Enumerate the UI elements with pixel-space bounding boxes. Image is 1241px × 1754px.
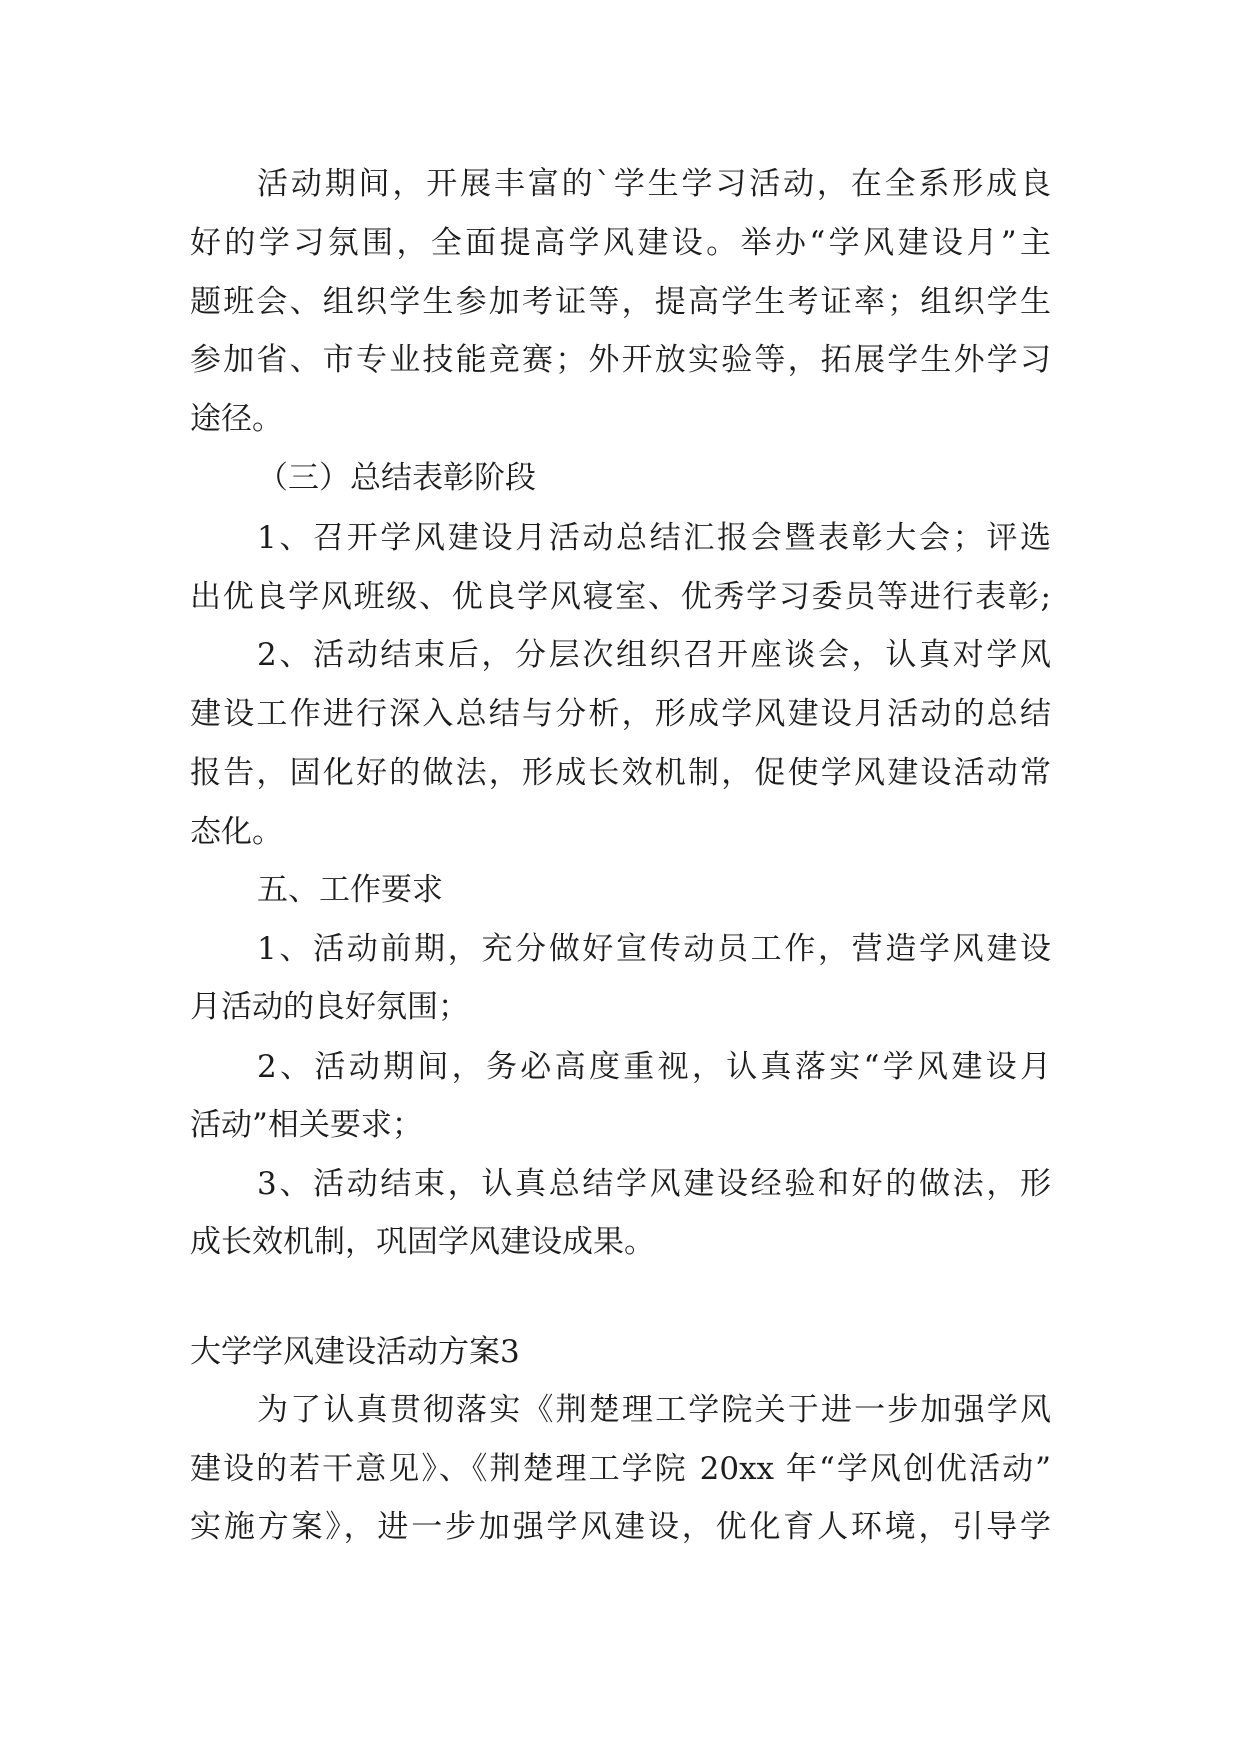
paragraph-line: 活动期间，开展丰富的`学生学习活动，在全系形成良 xyxy=(257,166,1051,202)
paragraph-line: 月活动的良好氛围； xyxy=(190,989,469,1025)
section-heading: （三）总结表彰阶段 xyxy=(257,460,536,496)
paragraph-line: 成长效机制，巩固学风建设成果。 xyxy=(190,1224,655,1260)
paragraph-line: 活动”相关要求； xyxy=(190,1107,423,1143)
paragraph-line: 为了认真贯彻落实《荆楚理工学院关于进一步加强学风 xyxy=(257,1392,1051,1428)
paragraph-line: 1、召开学风建设月活动总结汇报会暨表彰大会；评选 xyxy=(257,520,1051,556)
document-title: 大学学风建设活动方案3 xyxy=(190,1334,520,1370)
paragraph-line: 好的学习氛围，全面提高学风建设。举办“学风建设月”主 xyxy=(190,225,1051,261)
paragraph-line: 2、活动期间，务必高度重视，认真落实“学风建设月 xyxy=(257,1049,1051,1085)
paragraph-line: 出优良学风班级、优良学风寝室、优秀学习委员等进行表彰; xyxy=(190,579,1051,615)
paragraph-line: 参加省、市专业技能竞赛；外开放实验等，拓展学生外学习 xyxy=(190,342,1051,378)
paragraph-line: 建设的若干意见》、《荆楚理工学院 20xx 年“学风创优活动” xyxy=(190,1451,1051,1487)
paragraph-line: 途径。 xyxy=(190,401,283,437)
section-heading: 五、工作要求 xyxy=(257,872,443,908)
paragraph-line: 1、活动前期，充分做好宣传动员工作，营造学风建设 xyxy=(257,931,1051,967)
paragraph-line: 报告，固化好的做法，形成长效机制，促使学风建设活动常 xyxy=(190,755,1051,791)
paragraph-line: 3、活动结束，认真总结学风建设经验和好的做法，形 xyxy=(257,1166,1051,1202)
paragraph-line: 态化。 xyxy=(190,814,283,850)
paragraph-line: 题班会、组织学生参加考证等，提高学生考证率；组织学生 xyxy=(190,284,1051,320)
paragraph-line: 实施方案》，进一步加强学风建设，优化育人环境，引导学 xyxy=(190,1509,1051,1545)
paragraph-line: 2、活动结束后，分层次组织召开座谈会，认真对学风 xyxy=(257,637,1051,673)
paragraph-line: 建设工作进行深入总结与分析，形成学风建设月活动的总结 xyxy=(190,696,1051,732)
